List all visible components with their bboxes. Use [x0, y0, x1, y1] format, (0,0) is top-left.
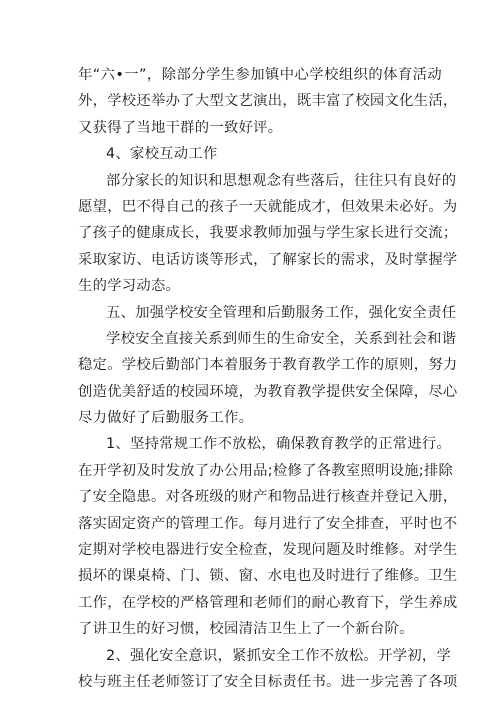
- text-line: 稳定。学校后勤部门本着服务于教育教学工作的原则，努力: [78, 357, 458, 374]
- text-line: 外，学校还举办了大型文艺演出，既丰富了校园文化生活，: [78, 93, 458, 110]
- text-line: 2、强化安全意识，紧抓安全工作不放松。开学初，学: [106, 647, 452, 664]
- text-line: 在开学初及时发放了办公用品;检修了各教室照明设施;排除: [78, 462, 454, 479]
- text-line: 损坏的课桌椅、门、锁、窗、水电也及时进行了维修。卫生: [78, 568, 458, 585]
- text-line: 了孩子的健康成长，我要求教师加强与学生家长进行交流；: [78, 225, 458, 242]
- body-text: [78, 62, 458, 695]
- text-line: 又获得了当地干群的一致好评。: [78, 119, 283, 136]
- text-line: 生的学习动态。: [78, 278, 181, 295]
- text-line: 学校安全直接关系到师生的生命安全，关系到社会和谐: [106, 330, 457, 347]
- text-line: 部分家长的知识和思想观念有些落后，往往只有良好的: [106, 172, 457, 189]
- text-line: 尽力做好了后勤服务工作。: [78, 410, 254, 427]
- text-line: 采取家访、电话访谈等形式，了解家长的需求，及时掌握学: [78, 251, 458, 268]
- text-line: 愿望，巴不得自己的孩子一天就能成才，但效果未必好。为: [78, 198, 458, 215]
- text-line: 落实固定资产的管理工作。每月进行了安全排查，平时也不: [78, 515, 458, 532]
- text-line: 年“六•一”，除部分学生参加镇中心学校组织的体育活动: [78, 67, 442, 83]
- text-line: 了安全隐患。对各班级的财产和物品进行核查并登记入册，: [78, 489, 458, 506]
- text-line: 创造优美舒适的校园环境，为教育教学提供安全保障，尽心: [78, 383, 458, 400]
- section-heading: 五、加强学校安全管理和后勤服务工作，强化安全责任: [106, 304, 457, 321]
- text-line: 1、坚持常规工作不放松，确保教育教学的正常进行。: [106, 436, 452, 453]
- text-line: 定期对学校电器进行安全检查，发现问题及时维修。对学生: [78, 542, 458, 559]
- section-heading: 4、家校互动工作: [106, 146, 218, 163]
- text-line: 工作，在学校的严格管理和老师们的耐心教育下，学生养成: [78, 594, 458, 611]
- text-line: 校与班主任老师签订了安全目标责任书。进一步完善了各项: [78, 673, 458, 690]
- text-line: 了讲卫生的好习惯，校园清洁卫生上了一个新台阶。: [78, 621, 414, 638]
